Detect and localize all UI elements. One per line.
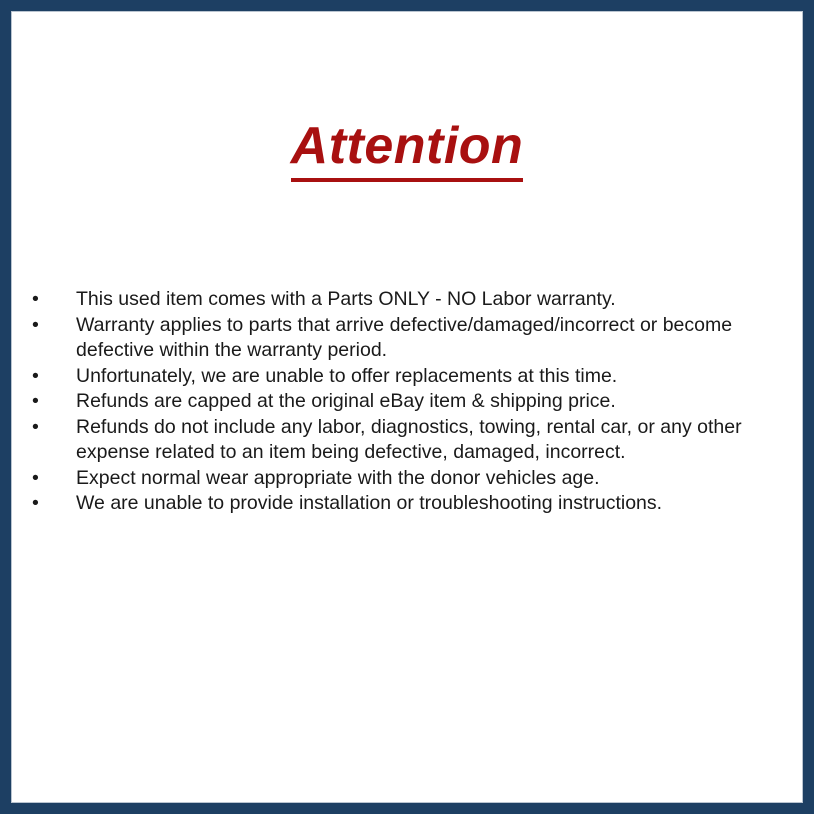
- document-body: [11, 11, 803, 803]
- warranty-notice-list: [18, 287, 782, 517]
- bullet-icon: •: [32, 288, 39, 310]
- list-item-text: Refunds do not include any labor, diagnostics, towing, rental car, or any other expense related to an item being defective, damaged, incorrect.: [76, 415, 742, 463]
- list-item-text: Expect normal wear appropriate with the donor vehicles age.: [76, 466, 600, 489]
- bullet-icon: •: [32, 313, 39, 336]
- bullet-icon: •: [32, 390, 39, 412]
- list-item-text: Refunds are capped at the original eBay item & shipping price.: [76, 390, 616, 412]
- list-item: [18, 364, 782, 390]
- list-item: [18, 287, 782, 313]
- page-title-text: Attention: [291, 119, 524, 182]
- page-title: [12, 116, 802, 182]
- list-item: [18, 466, 782, 492]
- list-item: [18, 313, 782, 364]
- list-item-text: This used item comes with a Parts ONLY - NO Labor warranty.: [76, 288, 616, 310]
- list-item-text: Warranty applies to parts that arrive defective/damaged/incorrect or become defective within the warranty period.: [76, 313, 733, 361]
- bullet-icon: •: [32, 466, 39, 489]
- list-item: [18, 491, 782, 517]
- list-item-text: Unfortunately, we are unable to offer replacements at this time.: [76, 364, 618, 387]
- list-item: [18, 415, 782, 466]
- list-item-text: We are unable to provide installation or troubleshooting instructions.: [76, 492, 663, 514]
- bullet-icon: •: [32, 364, 39, 387]
- bullet-icon: •: [32, 492, 39, 514]
- bullet-icon: •: [32, 415, 39, 438]
- list-item: [18, 389, 782, 415]
